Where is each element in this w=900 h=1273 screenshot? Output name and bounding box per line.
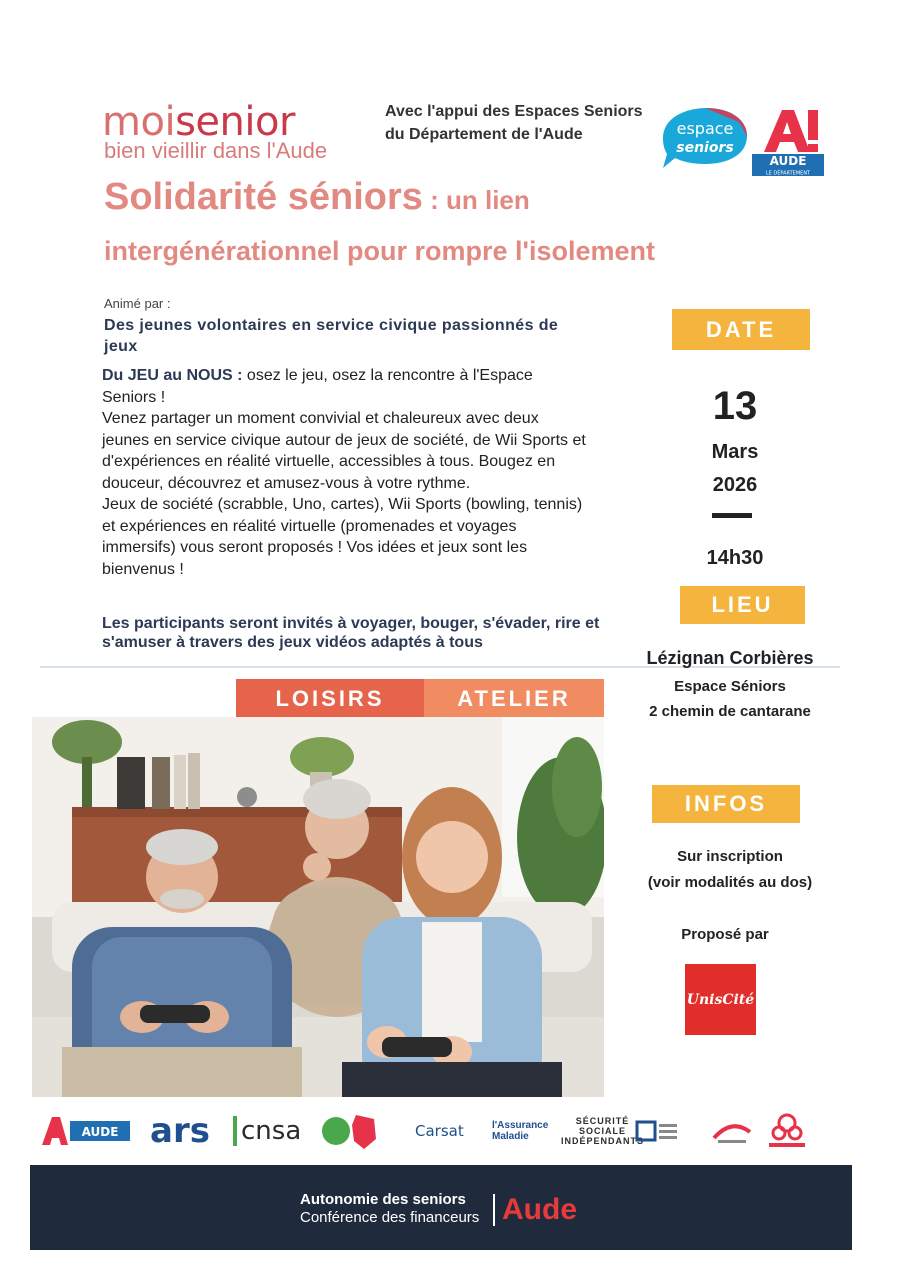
page-title xyxy=(104,176,530,219)
proposed-by-label: Proposé par xyxy=(681,926,769,943)
event-day: 13 xyxy=(712,384,758,428)
event-venue: Espace Séniors xyxy=(674,678,786,695)
partner-mutualite-logo xyxy=(765,1107,815,1155)
partner-france-map-logo xyxy=(320,1107,390,1155)
partner-assurance-text: l'Assurance Maladie xyxy=(492,1120,549,1142)
description-paragraph-1: Venez partager un moment convivial et chaleureux avec deux jeunes en service civique autour de jeux de société, de Wii Sports et d'expériences en réalité virtuelle, accessibles à tous. Bougez en douceur, découvrez et amusez-vous à votre rythme. xyxy=(102,410,586,492)
brand-tagline: bien vieillir dans l'Aude xyxy=(104,138,328,163)
footer-separator xyxy=(493,1194,495,1226)
brand-part1: moi xyxy=(102,99,176,145)
volunteers-heading: Des jeunes volontaires en service civique passionnés de jeux xyxy=(104,317,559,355)
animated-by-label: Animé par : xyxy=(104,296,171,311)
date-separator xyxy=(712,513,752,518)
partner-assurance-maladie-logo xyxy=(492,1107,567,1155)
partner-ars-text: ars xyxy=(150,1111,210,1151)
description xyxy=(102,365,587,580)
inscription-line1: Sur inscription xyxy=(677,848,783,865)
espace-logo-word1: espace xyxy=(676,119,734,138)
footer-line1: Autonomie des seniors xyxy=(300,1191,466,1208)
espace-logo-word2: seniors xyxy=(676,140,734,156)
dep-logo-sub: LE DÉPARTEMENT xyxy=(765,170,811,176)
support-line1: Avec l'appui des Espaces Seniors xyxy=(385,103,643,120)
title-part1: Solidarité séniors xyxy=(104,176,423,218)
category-loisirs: LOISIRS xyxy=(236,679,424,719)
category-atelier: ATELIER xyxy=(424,679,604,719)
footer-region: Aude xyxy=(502,1193,577,1226)
partner-carsat-text: Carsat xyxy=(415,1122,464,1140)
info-label: INFOS xyxy=(652,785,800,823)
partner-agence-logo xyxy=(710,1107,760,1155)
event-time: 14h30 xyxy=(706,547,764,569)
lead-rest: osez le jeu, osez la rencontre à l'Espace Seniors ! xyxy=(102,367,533,406)
partner-cnsa-text: cnsa xyxy=(233,1116,301,1146)
title-part2: : un lien xyxy=(422,185,530,215)
partner-securite-sociale-logo xyxy=(561,1107,645,1155)
place-label: LIEU xyxy=(680,586,805,624)
photo-seniors-playing-video-games xyxy=(32,717,604,1097)
support-line2: du Département de l'Aude xyxy=(385,126,583,143)
departement-aude-logo xyxy=(752,104,824,176)
event-street: 2 chemin de cantarane xyxy=(649,703,811,720)
footer-line2: Conférence des financeurs xyxy=(300,1209,480,1226)
partner-secu-line1: SÉCURITÉ xyxy=(575,1116,630,1126)
event-year: 2026 xyxy=(712,474,758,496)
description-paragraph-2: Jeux de société (scrabble, Uno, cartes), Wii Sports (bowling, tennis) et expériences en réalité virtuelle (promenades et voyages immersifs) vous seront proposés ! Vos idées et jeux sont les bienvenus ! xyxy=(102,496,583,578)
partner-aude-logo xyxy=(40,1107,135,1155)
event-month: Mars xyxy=(711,441,759,463)
lead-bold: Du JEU au NOUS : xyxy=(102,367,243,384)
date-label: DATE xyxy=(672,309,810,350)
partner-aude-text: AUDE xyxy=(81,1125,119,1139)
event-city: Lézignan Corbières xyxy=(646,648,814,668)
partner-carsat-logo xyxy=(415,1107,485,1155)
uniscite-logo: UnisCité xyxy=(685,964,756,1035)
participants-note: Les participants seront invités à voyager, bouger, s'évader, rire et s'amuser à travers des jeux vidéos adaptés à tous xyxy=(102,615,600,651)
lead-paragraph xyxy=(102,365,587,408)
partner-msa-logo xyxy=(635,1107,685,1155)
espace-seniors-logo xyxy=(655,104,750,172)
partner-cnsa-logo xyxy=(233,1107,308,1155)
inscription-line2: (voir modalités au dos) xyxy=(647,874,813,891)
brand-part2: senior xyxy=(175,99,295,145)
partner-secu-line3: INDÉPENDANTS xyxy=(561,1136,645,1146)
partner-logos xyxy=(30,1107,850,1157)
page-subtitle: intergénérationnel pour rompre l'isolement xyxy=(104,236,656,266)
dep-logo-text: AUDE xyxy=(769,154,807,168)
support-text xyxy=(385,100,643,146)
partner-ars-logo xyxy=(150,1107,220,1155)
partner-secu-line2: SOCIALE xyxy=(578,1126,626,1136)
